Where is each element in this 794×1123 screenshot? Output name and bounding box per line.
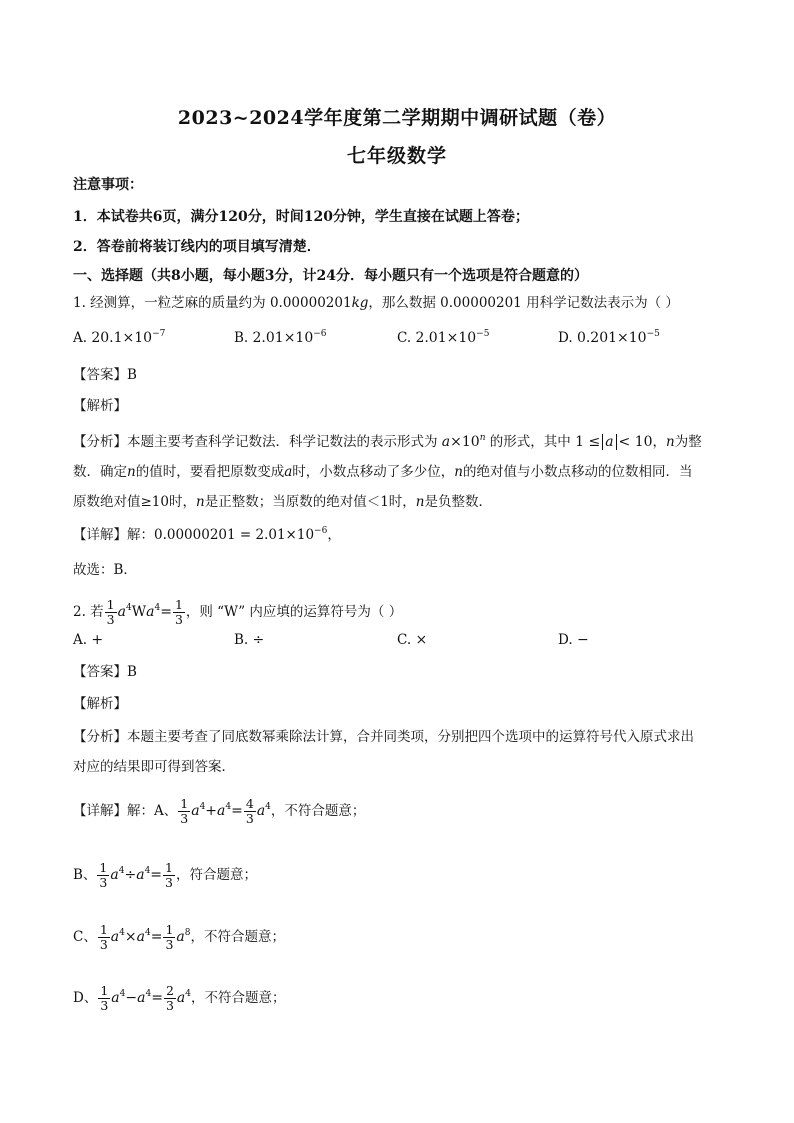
q1-analysis-line-3: 原数绝对值≥10时，n是正整数；当原数的绝对值＜1时，n是负整数． bbox=[73, 494, 492, 510]
q1-option-c[interactable]: C. $2.01\times 10^{-5}$ bbox=[397, 329, 490, 346]
q2-detail-c: C、 $\frac{1}{3}$ $a^4\times a^4=$ $\frac{1}{3}$ $a^8$，不符合题意； bbox=[73, 922, 285, 952]
q1-option-a[interactable]: A. $20.1\times 10^{-7}$ bbox=[73, 329, 166, 346]
exam-subtitle: 七年级数学 bbox=[346, 145, 447, 167]
q2-analysis-line-2: 对应的结果即可得到答案． bbox=[73, 759, 235, 775]
q2-analysis-label: 【解析】 bbox=[73, 696, 127, 712]
notice-item-1: 1．本试卷共6页，满分120分，时间120分钟，学生直接在试题上答卷； bbox=[73, 209, 529, 225]
q2-stem-fraction: $\frac{1}{3}$ bbox=[106, 597, 115, 627]
notice-item-2: 2．答卷前将装订线内的项目填写清楚． bbox=[73, 239, 321, 255]
q2-option-a[interactable]: A. + bbox=[73, 632, 104, 648]
q1-analysis-line-2: 数．确定n的值时，要看把原数变成a时，小数点移动了多少位，n的绝对值与小数点移动的位数相同．当 bbox=[73, 464, 693, 480]
q1-detail: 【详解】解：$0.00000201 = 2.01\times 10^{-6}$， bbox=[73, 526, 341, 543]
exam-title: 2023~2024学年度第二学期期中调研试题（卷） bbox=[177, 107, 617, 129]
section-heading: 一、选择题（共8小题，每小题3分，计24分．每小题只有一个选项是符合题意的） bbox=[73, 268, 588, 284]
notice-heading: 注意事项： bbox=[73, 177, 143, 193]
q1-analysis-label: 【解析】 bbox=[73, 398, 127, 414]
q1-analysis-line-1: 【分析】本题主要考查科学记数法．科学记数法的表示形式为 $a\times 10^n$ 的形式，其中 1 ≤ a < 10，n为整 bbox=[73, 433, 702, 450]
q2-option-c[interactable]: C. × bbox=[397, 632, 428, 648]
q2-stem-rhs-fraction: $\frac{1}{3}$ bbox=[174, 597, 183, 627]
q2-detail-b: B、 $\frac{1}{3}$ $a^4\div a^4=$ $\frac{1}{3}$ ，符合题意； bbox=[73, 860, 257, 890]
q2-answer: 【答案】B bbox=[73, 664, 137, 680]
q2-option-b[interactable]: B. ÷ bbox=[234, 632, 265, 648]
q1-option-b[interactable]: B. $2.01\times 10^{-6}$ bbox=[234, 329, 327, 346]
question-1-stem: 1. 经测算，一粒芝麻的质量约为 0.00000201kg，那么数据 0.00000201 用科学记数法表示为（ ） bbox=[73, 295, 679, 311]
q1-answer: 【答案】B bbox=[73, 367, 137, 383]
q1-option-d[interactable]: D. $0.201\times 10^{-5}$ bbox=[558, 329, 660, 346]
q1-choose: 故选：B． bbox=[73, 562, 137, 578]
question-2-stem: 2. 若 $\frac{1}{3}$ $a^4Wa^4=$ $\frac{1}{3}$ ，则 “W” 内应填的运算符号为（ ） bbox=[73, 597, 403, 627]
q2-detail-a: 【详解】解：A、 $\frac{1}{3}$ $a^4+a^4=$ $\frac{4}{3}$ $a^4$，不符合题意； bbox=[73, 796, 366, 826]
q2-option-d[interactable]: D. − bbox=[558, 632, 589, 648]
q2-detail-d: D、 $\frac{1}{3}$ $a^4-a^4=$ $\frac{2}{3}$ $a^4$，不符合题意； bbox=[73, 983, 286, 1013]
q2-analysis-line-1: 【分析】本题主要考查了同底数幂乘除法计算，合并同类项，分别把四个选项中的运算符号代入原式求出 bbox=[73, 729, 694, 745]
